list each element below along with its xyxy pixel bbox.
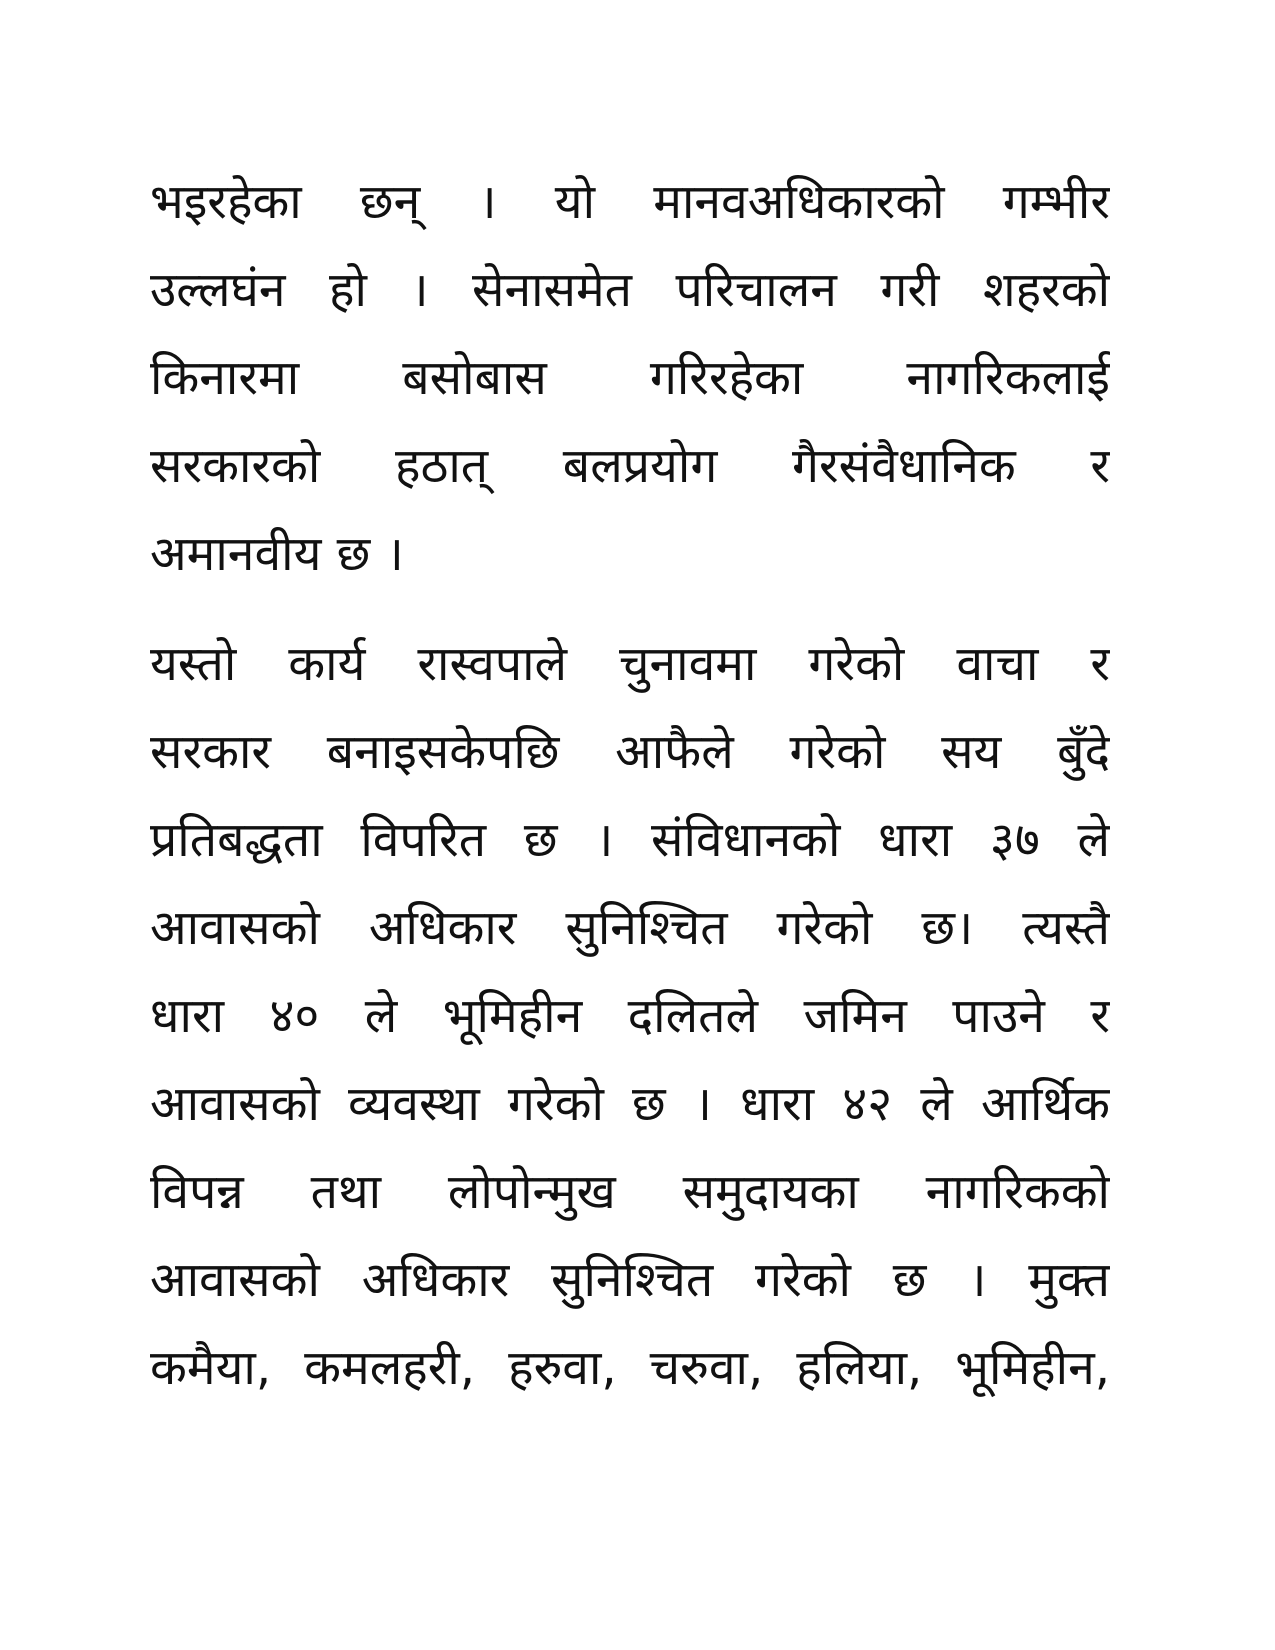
text-line: विपन्न तथा लोपोन्मुख समुदायका नागरिकको bbox=[150, 1164, 1110, 1220]
text-line: आवासको व्यवस्था गरेको छ । धारा ४२ ले आर्थिक bbox=[150, 1076, 1110, 1132]
text-line: धारा ४० ले भूमिहीन दलितले जमिन पाउने र bbox=[150, 988, 1110, 1044]
text-line: सरकार बनाइसकेपछि आफैले गरेको सय बुँदे bbox=[150, 724, 1110, 780]
text-line: उल्लघंन हो । सेनासमेत परिचालन गरी शहरको bbox=[150, 262, 1110, 318]
paragraph bbox=[150, 158, 1110, 598]
text-line: किनारमा बसोबास गरिरहेका नागरिकलाई bbox=[150, 350, 1110, 406]
paragraph bbox=[150, 620, 1110, 1412]
text-line: कमैया, कमलहरी, हरुवा, चरुवा, हलिया, भूमिहीन, bbox=[150, 1340, 1110, 1396]
text-line: अमानवीय छ । bbox=[150, 526, 404, 582]
text-line: प्रतिबद्धता विपरित छ । संविधानको धारा ३७ ले bbox=[150, 812, 1110, 868]
text-line: यस्तो कार्य रास्वपाले चुनावमा गरेको वाचा र bbox=[150, 636, 1110, 692]
text-line: भइरहेका छन् । यो मानवअधिकारको गम्भीर bbox=[150, 174, 1110, 230]
text-line: आवासको अधिकार सुनिश्चित गरेको छ। त्यस्तै bbox=[150, 900, 1110, 956]
text-line: आवासको अधिकार सुनिश्चित गरेको छ । मुक्त bbox=[150, 1252, 1110, 1308]
text-line: सरकारको हठात् बलप्रयोग गैरसंवैधानिक र bbox=[150, 438, 1110, 494]
